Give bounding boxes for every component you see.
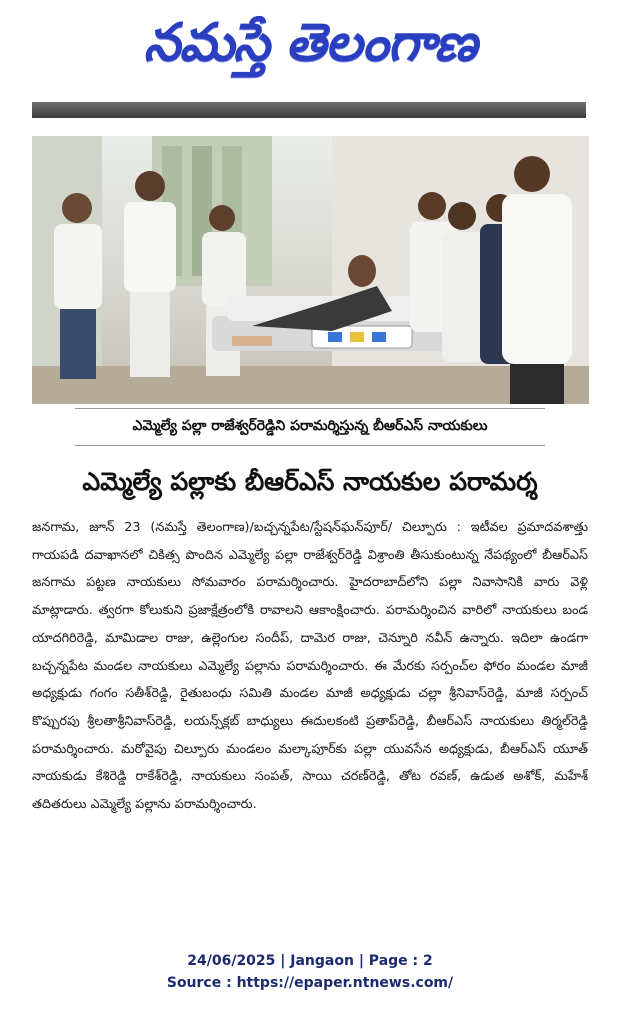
article-body xyxy=(32,514,588,932)
news-photo xyxy=(32,136,589,404)
photo-caption: ఎమ్మెల్యే పల్లా రాజేశ్వర్‌రెడ్డిని పరామర్శిస్తున్న బీఆర్‌ఎస్ నాయకులు xyxy=(75,408,545,446)
article-headline: ఎమ్మెల్యే పల్లాకు బీఆర్‌ఎస్ నాయకుల పరామర్శ xyxy=(82,467,538,496)
page-footer xyxy=(0,950,620,994)
newspaper-logo: నమస్తే తెలంగాణ xyxy=(143,13,477,73)
edition-info: 24/06/2025 | Jangaon | Page : 2 xyxy=(187,953,433,969)
article-paragraph: జనగామ, జూన్ 23 (నమస్తే తెలంగాణ)/బచ్చన్నపేట/స్టేషన్‌ఘన్‌పూర్/ చిల్పూరు : ఇటీవల ప్రమాదవశాత్తు గాయపడి దవాఖానలో చికిత్స పొందిన ఎమ్మెల్యే పల్లా రాజేశ్వర్‌రెడ్డి విశ్రాంతి తీసుకుంటున్న నేపథ్యంలో బీఆర్‌ఎస్ జనగామ పట్టణ నాయకులు సోమవారం పరామర్శించారు. హైదరాబాద్‌లోని పల్లా నివాసానికి వారు వెళ్లి మాట్లాడారు. త్వరగా కోలుకుని ప్రజాక్షేత్రంలోకి రావాలని ఆకాంక్షించారు. పరామర్శించిన వారిలో నాయకులు బండ యాదగిరిరెడ్డి, మామిడాల రాజు, ఉల్లెంగుల సందీప్, దామెర రాజు, చెన్నూరి నవీన్ ఉన్నారు. ఇదిలా ఉండగా బచ్చన్నపేట మండల నాయకులు ఎమ్మెల్యే పల్లాను పరామర్శించారు. ఈ మేరకు సర్పంచ్‌ల ఫోరం మండల మాజీ అధ్యక్షుడు గంగం సతీశ్‌రెడ్డి, రైతుబంధు సమితి మండల మాజీ అధ్యక్షుడు చల్లా శ్రీనివాస్‌రెడ్డి, మాజీ సర్పంచ్ కొప్పురపు శ్రీలతాశ్రీనివాస్‌రెడ్డి, లయన్స్‌క్లబ్ బాధ్యులు ఈదులకంటి ప్రతాప్‌రెడ్డి, బీఆర్‌ఎస్ నాయకులు తిర్మల్‌రెడ్డి పరామర్శించారు. మరోవైపు చిల్పూరు మండలం మల్కాపూర్‌కు పల్లా యువసేన అధ్యక్షుడు, బీఆర్‌ఎస్ యూత్ నాయకుడు కేశిరెడ్డి రాకేశ్‌రెడ్డి, నాయకులు సంపత్, సాయి చరణ్‌రెడ్డి, తోట రవణ్, ఉడుత అశోక్, మహేశ్ తదితరులు ఎమ్మెల్యే పల్లాను పరామర్శించారు. xyxy=(32,520,588,813)
source-link[interactable]: Source : https://epaper.ntnews.com/ xyxy=(166,975,454,991)
masthead xyxy=(0,0,620,92)
photo-of-leaders-visiting-mla xyxy=(32,136,589,404)
masthead-divider xyxy=(32,102,586,118)
